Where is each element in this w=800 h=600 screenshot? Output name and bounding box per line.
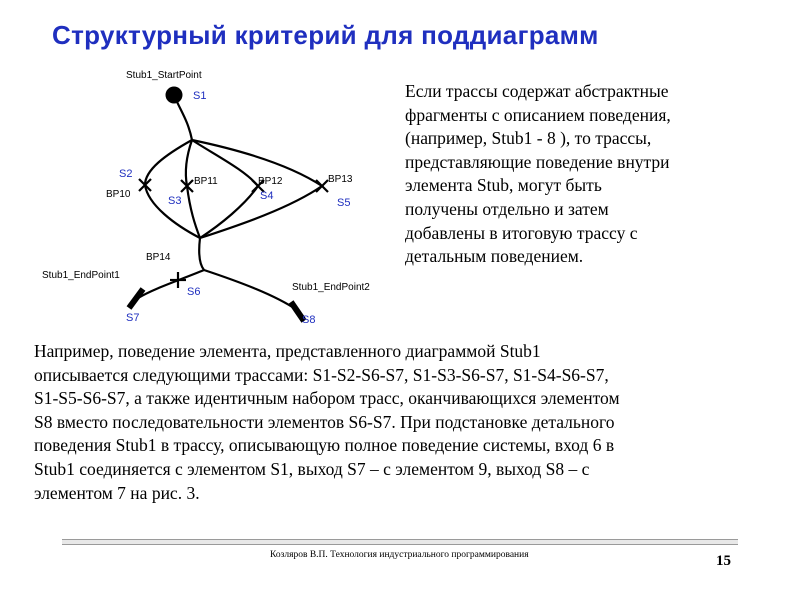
label-bp12: BP12 (258, 176, 283, 187)
label-bp10: BP10 (106, 189, 131, 200)
side-line: (например, Stub1 - 8 ), то трассы, (405, 128, 652, 149)
cross-bp14 (170, 272, 186, 288)
cross-bp13 (316, 180, 328, 192)
path-s8 (204, 270, 297, 310)
label-bp13: BP13 (328, 174, 353, 185)
stub-diagram (30, 60, 400, 335)
side-line: Если трассы содержат абстрактные (405, 81, 669, 101)
body-line: Stub1 соединяется с элементом S1, выход S7 – с элементом 9, выход S8 – с (34, 458, 590, 479)
end-bar-s7 (129, 289, 143, 308)
label-s7: S7 (126, 312, 140, 324)
side-line: представляющие поведение внутри (405, 151, 670, 172)
label-end2: Stub1_EndPoint2 (292, 282, 370, 293)
body-line: Например, поведение элемента, представленного диаграммой Stub1 (34, 341, 541, 361)
label-start: Stub1_StartPoint (126, 70, 202, 81)
label-end1: Stub1_EndPoint1 (42, 270, 120, 281)
start-point (166, 87, 183, 104)
footer-author: Козляров В.П. Технология индустриального программирования (270, 550, 529, 560)
side-line: фрагменты с описанием поведения, (405, 104, 671, 125)
side-paragraph (405, 80, 775, 269)
path-s3 (186, 140, 200, 238)
body-paragraph (34, 340, 784, 505)
side-line: получены отдельно и затем (405, 198, 609, 219)
slide-title: Структурный критерий для поддиаграмм (52, 20, 599, 50)
label-s3: S3 (168, 195, 182, 207)
side-line: детальным поведением. (405, 246, 584, 267)
path-s2 (145, 140, 200, 238)
body-line: описывается следующими трассами: S1-S2-S6-S7, S1-S3-S6-S7, S1-S4-S6-S7, (34, 364, 609, 385)
label-s6: S6 (187, 286, 201, 298)
label-bp11: BP11 (194, 176, 218, 187)
label-s4: S4 (260, 190, 274, 202)
body-line: S8 вместо последовательности элементов S6-S7. При подстановке детального (34, 411, 615, 432)
footer-divider (62, 539, 738, 545)
body-line: S1-S5-S6-S7, а также идентичным набором трасс, оканчивающихся элементом (34, 388, 620, 409)
body-line: поведения Stub1 в трассу, описывающую полное поведение системы, вход 6 в (34, 435, 615, 456)
label-s8: S8 (302, 314, 316, 326)
body-line: элементом 7 на рис. 3. (34, 482, 200, 503)
label-s1: S1 (193, 90, 207, 102)
side-line: элемента Stub, могут быть (405, 175, 602, 196)
label-s5: S5 (337, 197, 351, 209)
label-bp14: BP14 (146, 252, 171, 263)
page-number: 15 (716, 553, 731, 569)
path-join (199, 238, 204, 270)
side-line: добавлены в итоговую трассу с (405, 222, 638, 243)
label-s2: S2 (119, 168, 133, 180)
